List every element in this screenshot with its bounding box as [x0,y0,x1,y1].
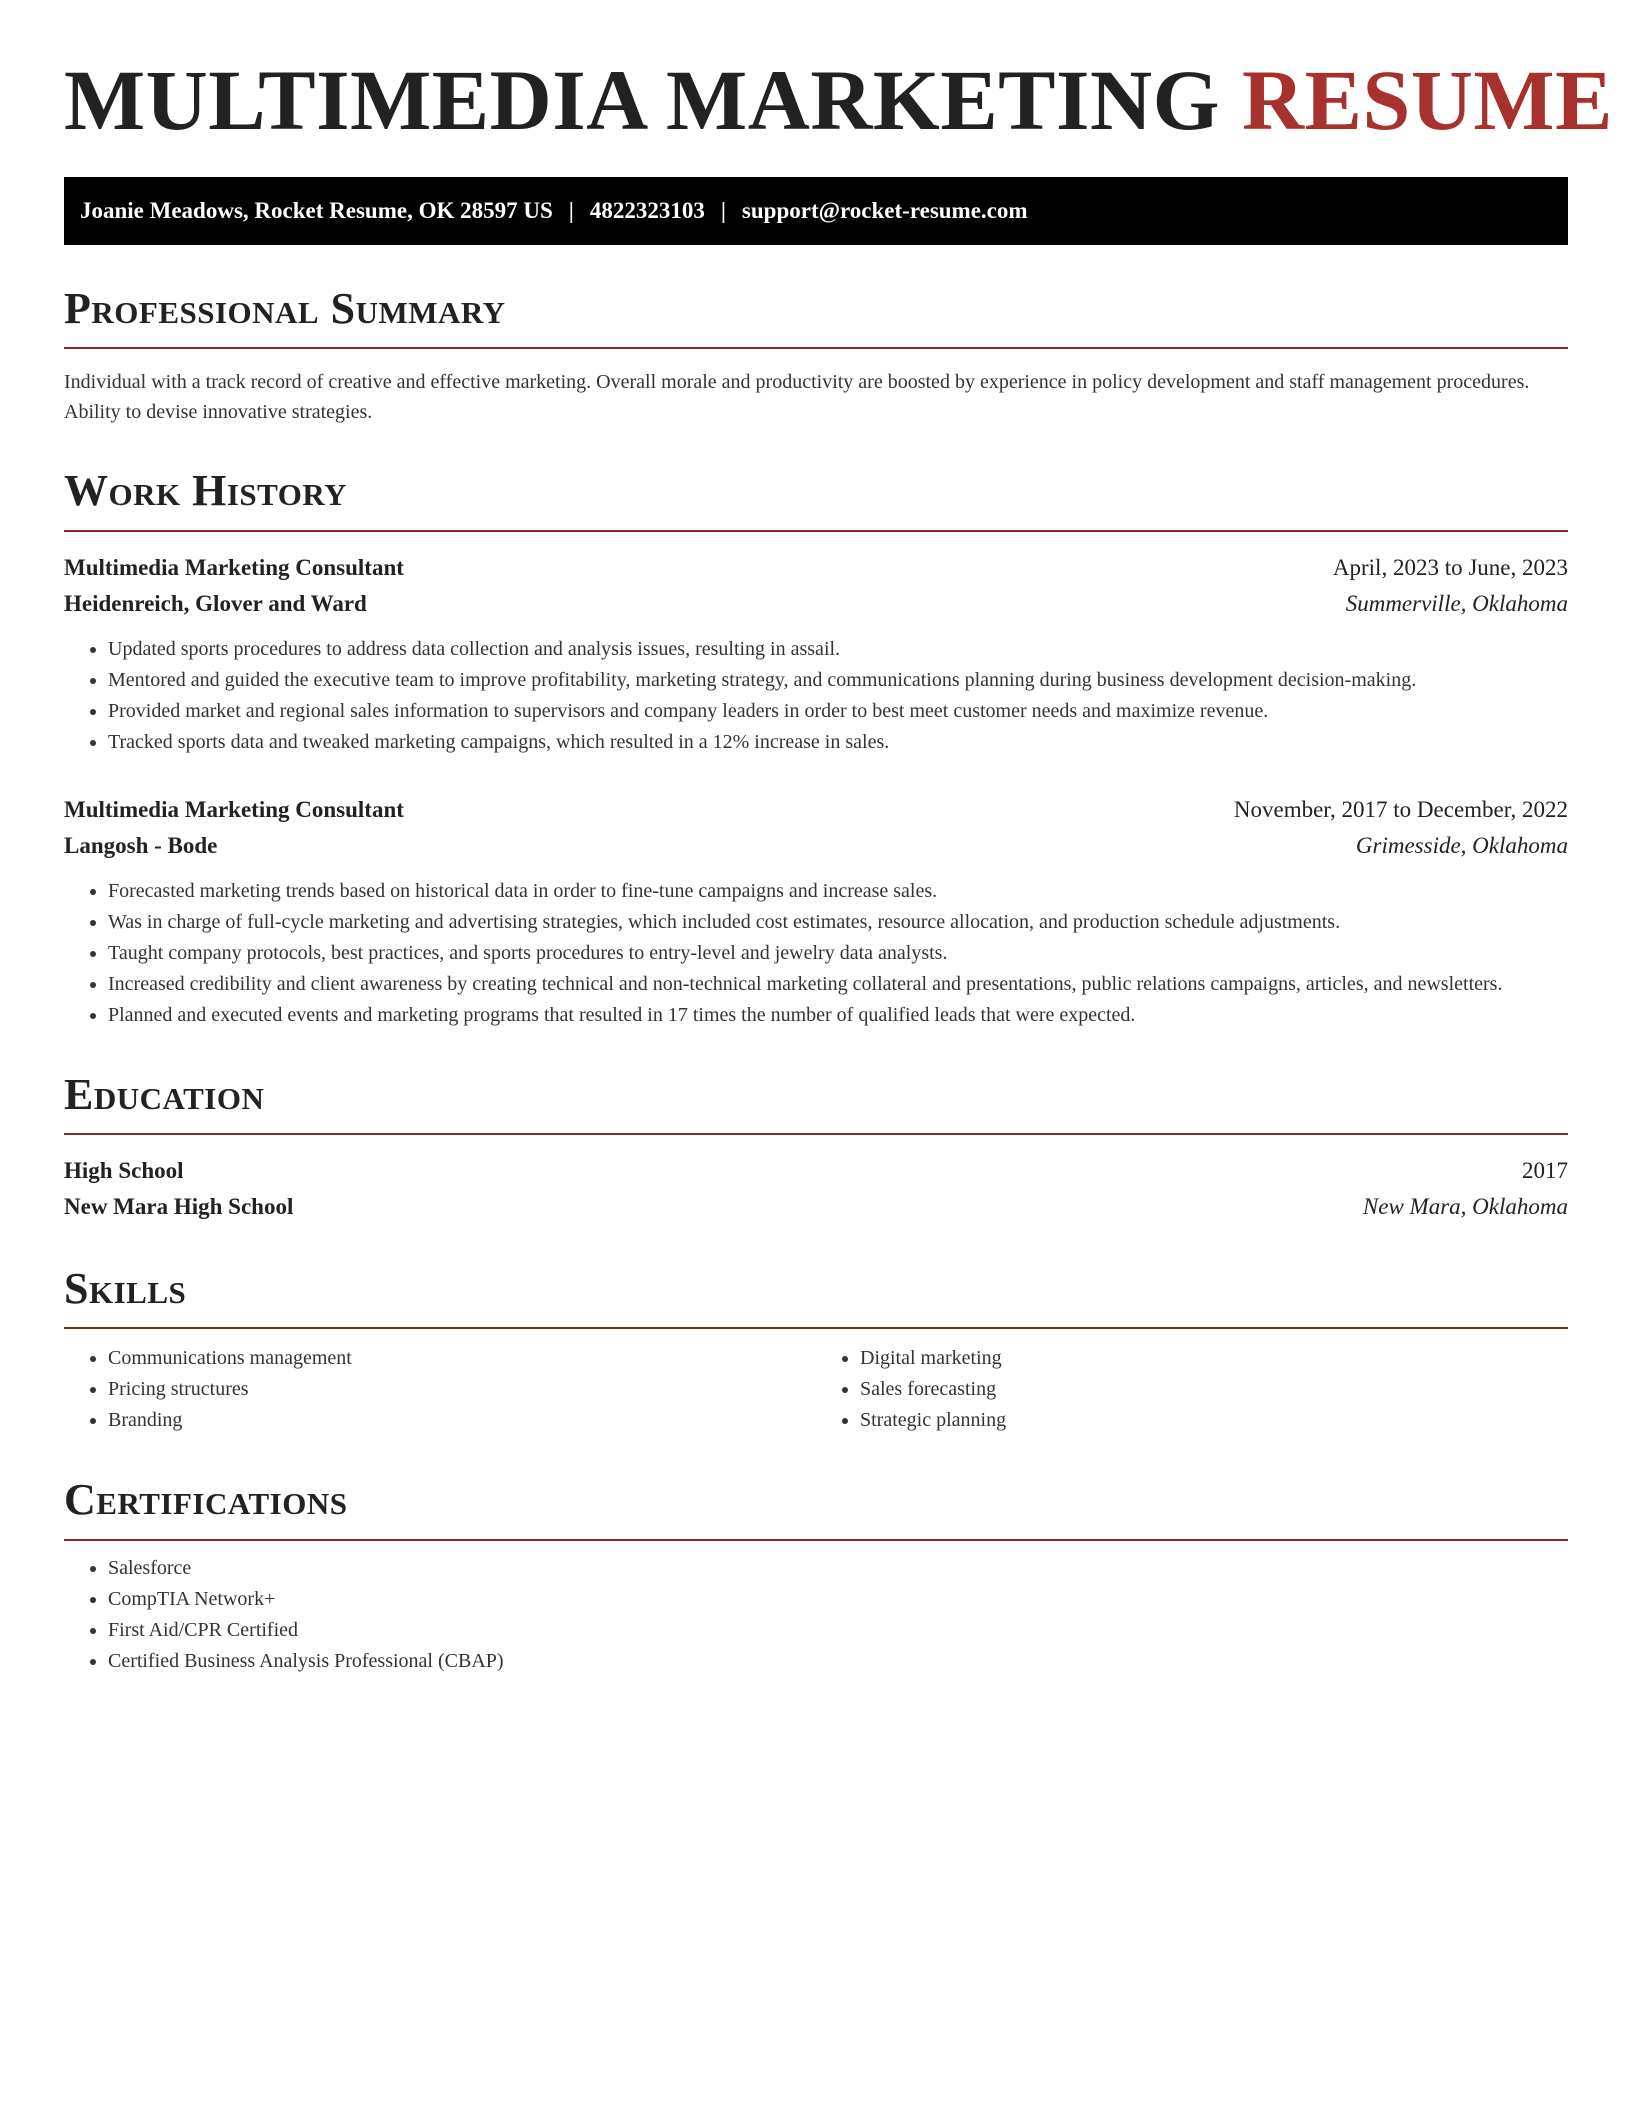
skills-section [64,1265,1568,1436]
job-company: Heidenreich, Glover and Ward [64,590,367,616]
education-year: 2017 [1522,1158,1568,1184]
job-dates: November, 2017 to December, 2022 [1233,796,1568,822]
list-item: • Planned and executed events and marketing programs that resulted in 17 times the number of qualified leads that were expected. [108,1000,1568,1031]
list-item: • Was in charge of full-cycle marketing and advertising strategies, which included cost estimates, resource allocation, and production schedule adjustments. [108,907,1568,938]
education-location: New Mara, Oklahoma [1362,1194,1568,1220]
contact-address: Joanie Meadows, Rocket Resume, OK 28597 US [80,197,553,223]
skills-column-right [816,1343,1568,1436]
education-entry [64,1153,1568,1225]
list-item: • Certified Business Analysis Professional (CBAP) [108,1646,1568,1677]
job-dates: April, 2023 to June, 2023 [1332,554,1568,580]
work-history-heading: Work History [64,466,348,516]
summary-text: Individual with a track record of creative and effective marketing. Overall morale and productivity are boosted by experience in policy development and staff management procedures. Ability to devise innovative strategies. [64,371,1530,424]
education-heading: Education [64,1069,265,1119]
list-item: • Tracked sports data and tweaked marketing campaigns, which resulted in a 12% increase in sales. [108,727,1568,758]
section-divider [64,1327,1568,1329]
contact-separator: | [568,197,574,223]
list-item: • Branding [108,1405,816,1436]
list-item: • Taught company protocols, best practices, and sports procedures to entry-level and jewelry data analysts. [108,938,1568,969]
certifications-list [64,1553,1568,1677]
contact-separator: | [720,197,726,223]
contact-email: support@rocket-resume.com [741,197,1028,223]
list-item: • Updated sports procedures to address data collection and analysis issues, resulting in assail. [108,634,1568,665]
list-item: • Salesforce [108,1553,1568,1584]
list-item: • Mentored and guided the executive team to improve profitability, marketing strategy, and communications planning during business development decision-making. [108,665,1568,696]
education-school: New Mara High School [64,1194,294,1220]
skills-heading: Skills [64,1264,187,1314]
job-bullets [64,634,1568,758]
job-location: Summerville, Oklahoma [1345,590,1568,616]
job-entry [64,550,1568,758]
skills-grid [64,1343,1568,1436]
summary-heading: Professional Summary [64,283,506,333]
job-title: Multimedia Marketing Consultant [64,554,404,580]
resume-title-main: MULTIMEDIA MARKETING [64,52,1221,148]
list-item: • Forecasted marketing trends based on historical data in order to fine-tune campaigns and increase sales. [108,876,1568,907]
list-item: • Sales forecasting [860,1374,1568,1405]
job-location: Grimesside, Oklahoma [1355,832,1568,858]
section-divider [64,347,1568,349]
list-item: • Digital marketing [860,1343,1568,1374]
list-item: • First Aid/CPR Certified [108,1615,1568,1646]
job-entry [64,792,1568,1031]
list-item: • Provided market and regional sales information to supervisors and company leaders in order to best meet customer needs and maximize revenue. [108,696,1568,727]
certifications-section [64,1476,1568,1676]
list-item: • Communications management [108,1343,816,1374]
resume-title-accent: RESUME [1242,52,1613,148]
job-company: Langosh - Bode [64,832,218,858]
job-bullets [64,876,1568,1031]
section-divider [64,530,1568,532]
section-divider [64,1133,1568,1135]
list-item: • Strategic planning [860,1405,1568,1436]
section-divider [64,1539,1568,1541]
education-section [64,1071,1568,1225]
resume-title [64,52,1613,148]
job-title: Multimedia Marketing Consultant [64,796,404,822]
education-degree: High School [64,1158,184,1184]
contact-bar [64,177,1568,245]
summary-section [64,285,1568,427]
certifications-heading: Certifications [64,1475,348,1525]
list-item: • CompTIA Network+ [108,1584,1568,1615]
list-item: • Pricing structures [108,1374,816,1405]
work-history-section [64,467,1568,1030]
contact-phone: 4822323103 [589,197,705,223]
skills-column-left [64,1343,816,1436]
list-item: • Increased credibility and client awareness by creating technical and non-technical marketing collateral and presentations, public relations campaigns, articles, and newsletters. [108,969,1568,1000]
